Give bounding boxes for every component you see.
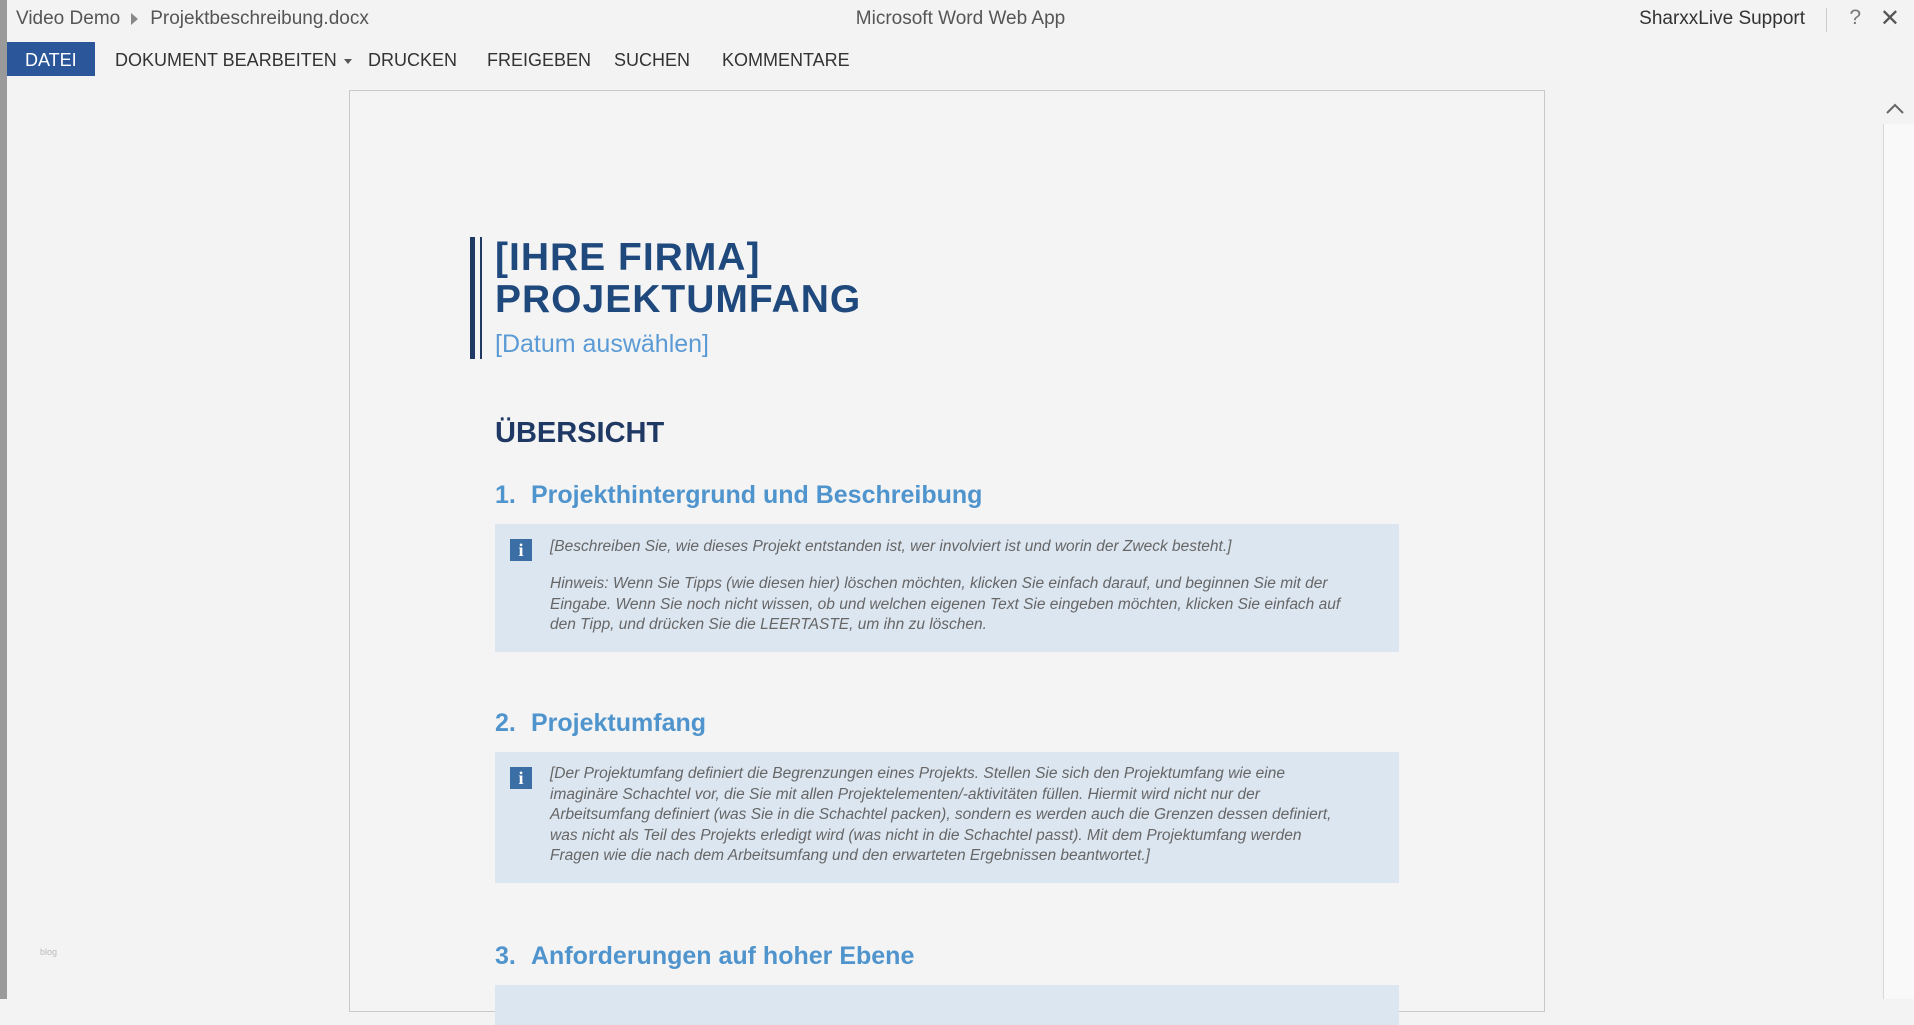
section-title: Projektumfang <box>531 709 707 737</box>
app-title: Microsoft Word Web App <box>855 8 1066 29</box>
title-accent-bar-thin <box>480 237 482 359</box>
document-page[interactable] <box>349 90 1545 1012</box>
title-scope: PROJEKTUMFANG <box>495 278 862 321</box>
title-company: [IHRE FIRMA] <box>495 236 761 279</box>
vertical-scrollbar[interactable] <box>1883 124 1914 999</box>
info-icon: i <box>510 539 532 561</box>
tip-box[interactable] <box>495 752 1399 883</box>
user-name[interactable]: SharxxLive Support <box>1639 8 1805 29</box>
window-left-edge <box>0 0 7 999</box>
close-icon[interactable]: ✕ <box>1879 5 1900 32</box>
menu-freigeben[interactable]: FREIGEBEN <box>487 50 592 70</box>
tip-text: [Beschreiben Sie, wie dieses Projekt entstanden ist, wer involviert ist und worin der Zweck besteht.] <box>550 538 1232 555</box>
watermark: blog <box>40 947 58 957</box>
menu-dokument-bearbeiten-label: DOKUMENT BEARBEITEN <box>115 50 337 70</box>
document-title[interactable] <box>495 237 861 321</box>
section-heading <box>495 709 706 738</box>
menu-dokument-bearbeiten[interactable] <box>115 42 352 76</box>
tip-text: [Der Projektumfang definiert die Begrenzungen eines Projekts. Stellen Sie sich den Projektumfang wie eine imaginäre Schachtel vor, die Sie mit allen Projektelementen/-aktivitäten füllen. Hiermit wird nicht nur der Arbeitsumfang definiert (was Sie in die Schachtel packen), sondern es werden auch die Grenzen dessen definiert, was nicht als Teil des Projekts erledigt wird (was nicht in die Schachtel passt). Mit dem Projektumfang werden Fragen wie die nach dem Arbeitsumfang und den erwarteten Ergebnissen beantwortet.] <box>550 765 1332 864</box>
title-accent-bar <box>470 237 475 359</box>
info-icon: i <box>510 767 532 789</box>
overview-heading: ÜBERSICHT <box>495 417 665 449</box>
tip-hint-text: Hinweis: Wenn Sie Tipps (wie diesen hier) löschen möchten, klicken Sie einfach darauf, und beginnen Sie mit der Eingabe. Wenn Sie noch nicht wissen, ob und welchen eigenen Text Sie eingeben möchten, klicken Sie einfach auf den Tipp, und drücken Sie die LEERTASTE, um ihn zu löschen. <box>550 575 1341 633</box>
section-number: 1. <box>495 481 516 509</box>
section-number: 3. <box>495 942 516 970</box>
section-title: Anforderungen auf hoher Ebene <box>531 942 915 970</box>
ribbon-menu <box>7 42 1914 76</box>
menu-kommentare[interactable]: KOMMENTARE <box>722 50 850 70</box>
menu-datei[interactable]: DATEI <box>7 42 95 76</box>
section-number: 2. <box>495 709 516 737</box>
section-title: Projekthintergrund und Beschreibung <box>531 481 983 509</box>
title-divider <box>1826 8 1827 32</box>
menu-suchen[interactable]: SUCHEN <box>614 50 691 70</box>
breadcrumb-file: Projektbeschreibung.docx <box>150 8 369 29</box>
scroll-up-icon[interactable] <box>1884 98 1906 120</box>
tip-box[interactable] <box>495 524 1399 652</box>
title-bar <box>7 0 1914 40</box>
chevron-down-icon <box>344 59 352 64</box>
date-placeholder[interactable]: [Datum auswählen] <box>495 330 710 358</box>
help-icon[interactable]: ? <box>1849 6 1861 29</box>
breadcrumb-folder[interactable]: Video Demo <box>16 8 121 29</box>
section-heading <box>495 942 914 971</box>
menu-drucken[interactable]: DRUCKEN <box>368 50 458 70</box>
tip-box[interactable] <box>495 985 1399 1025</box>
section-heading <box>495 481 982 510</box>
